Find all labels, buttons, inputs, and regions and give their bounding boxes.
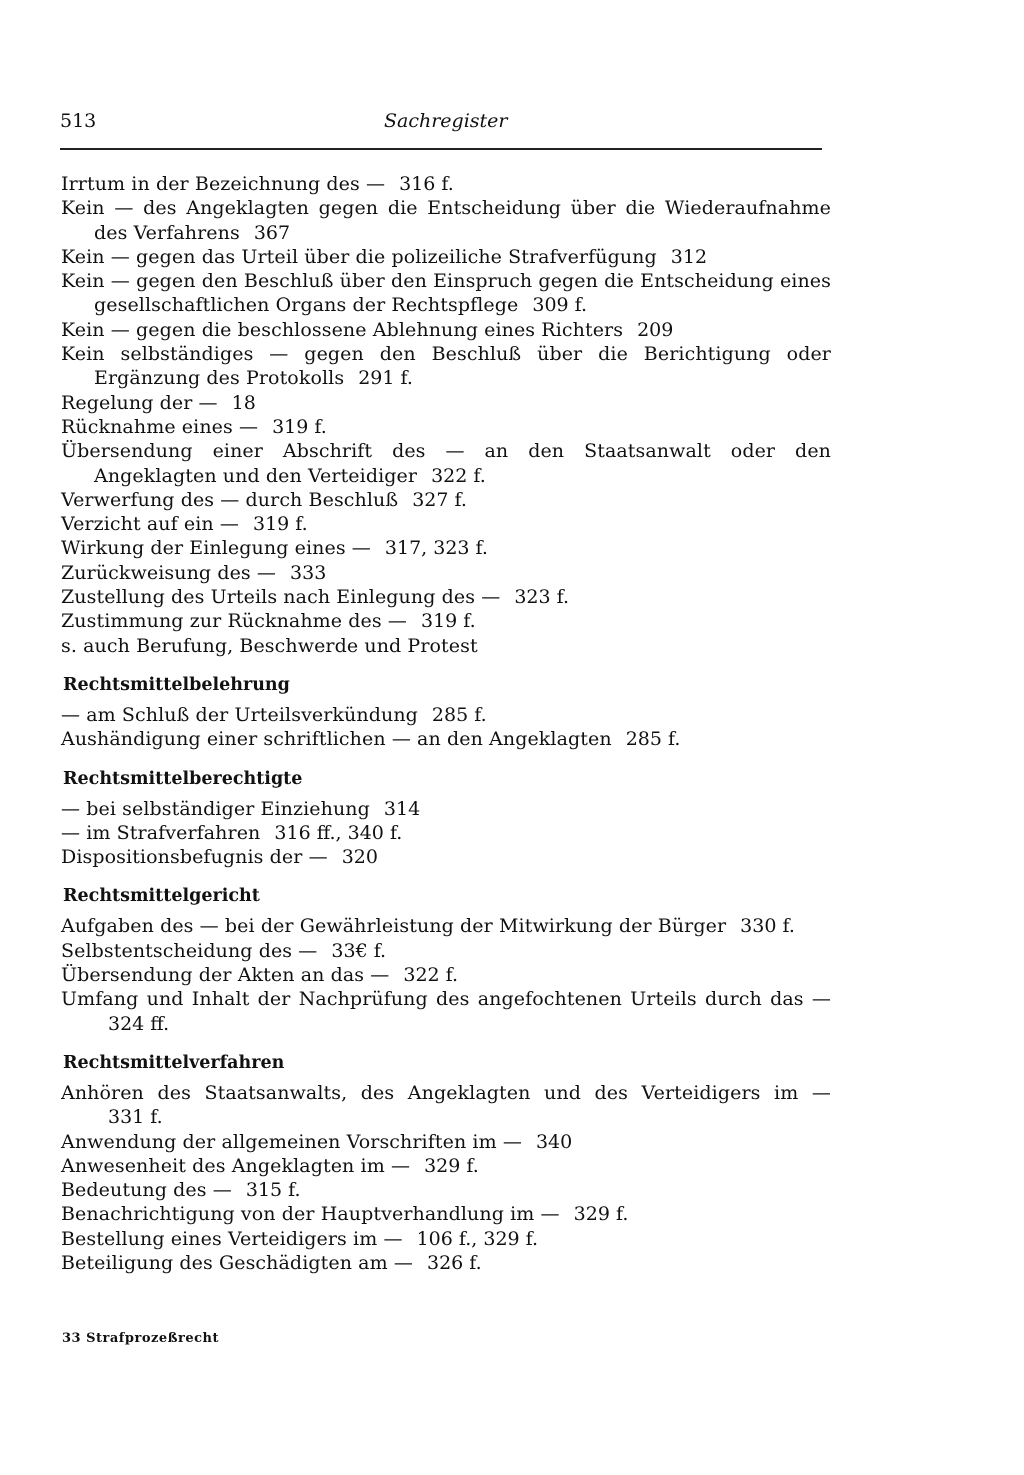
page-reference: 291 f. xyxy=(358,367,413,390)
index-entry: Irrtum in der Bezeichnung des — 316 f. xyxy=(61,173,454,195)
index-entry: Umfang und Inhalt der Nachprüfung des angefochtenen Urteils durch das —324 ff. xyxy=(61,988,831,1035)
page-reference: 333 xyxy=(290,561,327,584)
page-reference: 331 f. xyxy=(108,1106,163,1129)
section-heading: Rechtsmittelverfahren xyxy=(63,1052,285,1073)
section-heading: Rechtsmittelgericht xyxy=(63,886,260,907)
page-reference: 324 ff. xyxy=(108,1012,170,1035)
page-reference: 316 f. xyxy=(399,173,454,195)
page-reference: 209 xyxy=(637,318,674,341)
section-rechtsmittelgericht xyxy=(61,885,831,1035)
page-reference: 315 f. xyxy=(245,1179,301,1202)
page-reference: 312 xyxy=(670,245,708,268)
index-entry: Wirkung der Einlegung eines — 317, 323 f. xyxy=(61,537,488,560)
index-entry: Zustellung des Urteils nach Einlegung des — 323 f. xyxy=(61,586,570,609)
index-entry: Anwesenheit des Angeklagten im — 329 f. xyxy=(61,1154,479,1177)
section-heading: Rechtsmittelbelehrung xyxy=(63,674,290,695)
page-reference: 322 f. xyxy=(431,464,486,487)
section-heading: Rechtsmittelberechtigte xyxy=(63,768,303,789)
page-number: 513 xyxy=(60,110,97,132)
index-entry: Regelung der — 18 xyxy=(61,391,256,414)
section-rechtsmittelberechtigte xyxy=(61,768,831,870)
index-entry: Kein — gegen die beschlossene Ablehnung eines Richters 209 xyxy=(61,318,674,341)
page-reference: 314 xyxy=(383,797,421,820)
index-entry: — am Schluß der Urteilsverkündung 285 f. xyxy=(61,703,487,726)
index-entry: Bestellung eines Verteidigers im — 106 f., 329 f. xyxy=(61,1227,539,1250)
cross-reference-entry: s. auch Berufung, Beschwerde und Protest xyxy=(61,634,478,657)
index-entry: Zurückweisung des — 333 xyxy=(61,561,327,584)
page-reference: 322 f. xyxy=(403,964,459,987)
page-reference: 329 f. xyxy=(573,1203,629,1226)
page-reference: 329 f. xyxy=(424,1154,479,1177)
index-entry: Rücknahme eines — 319 f. xyxy=(61,415,327,438)
page-reference: 327 f. xyxy=(412,488,467,511)
index-entry: Aufgaben des — bei der Gewährleistung der Mitwirkung der Bürger 330 f. xyxy=(61,915,795,938)
header-rule xyxy=(60,148,822,150)
index-entry: Kein — des Angeklagten gegen die Entscheidung über die Wiederaufnahme des Verfahrens 367 xyxy=(61,197,831,244)
section-rechtsmittelbelehrung xyxy=(61,674,831,752)
index-entry: Selbstentscheidung des — 33€ f. xyxy=(61,939,387,962)
page-reference: 320 xyxy=(341,846,378,869)
index-entry: Kein selbständiges — gegen den Beschluß über die Berichtigung oder Ergänzung des Protokolls 291 f. xyxy=(61,343,831,390)
page-reference: 33€ f. xyxy=(331,939,387,962)
page-reference: 330 f. xyxy=(740,915,795,938)
index-entry: Kein — gegen den Beschluß über den Einspruch gegen die Entscheidung eines gesellschaftlichen Organs der Rechtspflege 309 f. xyxy=(61,270,831,317)
entry-list-continued xyxy=(61,172,831,658)
page-reference: 319 f. xyxy=(252,513,308,536)
index-entry: Verwerfung des — durch Beschluß 327 f. xyxy=(61,488,467,511)
page-reference: 18 xyxy=(231,391,256,414)
index-entry: Dispositionsbefugnis der — 320 xyxy=(61,846,378,869)
page-reference: 317, 323 f. xyxy=(384,537,488,560)
index-entry: Benachrichtigung von der Hauptverhandlung im — 329 f. xyxy=(61,1203,629,1226)
index-entry: Aushändigung einer schriftlichen — an den Angeklagten 285 f. xyxy=(61,728,681,751)
index-entry: — bei selbständiger Einziehung 314 xyxy=(61,797,421,820)
index-entry: — im Strafverfahren 316 ff., 340 f. xyxy=(61,821,403,844)
running-title: Sachregister xyxy=(384,110,508,132)
index-entry: Bedeutung des — 315 f. xyxy=(61,1179,301,1202)
page-header xyxy=(60,110,825,140)
index-entry: Anwendung der allgemeinen Vorschriften im — 340 xyxy=(61,1130,573,1153)
index-entry: Übersendung der Akten an das — 322 f. xyxy=(61,964,459,987)
page-reference: 319 f. xyxy=(272,415,327,438)
page-reference: 285 f. xyxy=(625,728,681,751)
page-reference: 285 f. xyxy=(431,703,487,726)
signature-mark: 33 Strafprozeßrecht xyxy=(62,1331,220,1346)
index-entry: Übersendung einer Abschrift des — an den Staatsanwalt oder den Angeklagten und den Verteidiger 322 f. xyxy=(61,440,831,487)
page-reference: 326 f. xyxy=(426,1251,482,1274)
index-entry: Zustimmung zur Rücknahme des — 319 f. xyxy=(61,610,476,633)
page-reference: 106 f., 329 f. xyxy=(416,1227,539,1250)
index-entry: Beteiligung des Geschädigten am — 326 f. xyxy=(61,1251,482,1274)
page-reference: 367 xyxy=(253,221,291,244)
page-reference: 323 f. xyxy=(514,586,570,609)
index-entry: Anhören des Staatsanwalts, des Angeklagten und des Verteidigers im —331 f. xyxy=(61,1081,831,1129)
index-entry: Kein — gegen das Urteil über die polizeiliche Strafverfügung 312 xyxy=(61,245,708,268)
page-reference: 319 f. xyxy=(420,610,476,633)
page-reference: 316 ff., 340 f. xyxy=(274,821,403,844)
index-entry: Verzicht auf ein — 319 f. xyxy=(61,513,308,536)
section-rechtsmittelverfahren xyxy=(61,1052,831,1275)
page-reference: 309 f. xyxy=(532,294,588,317)
page-reference: 340 xyxy=(535,1130,573,1153)
index-content xyxy=(61,172,831,1275)
